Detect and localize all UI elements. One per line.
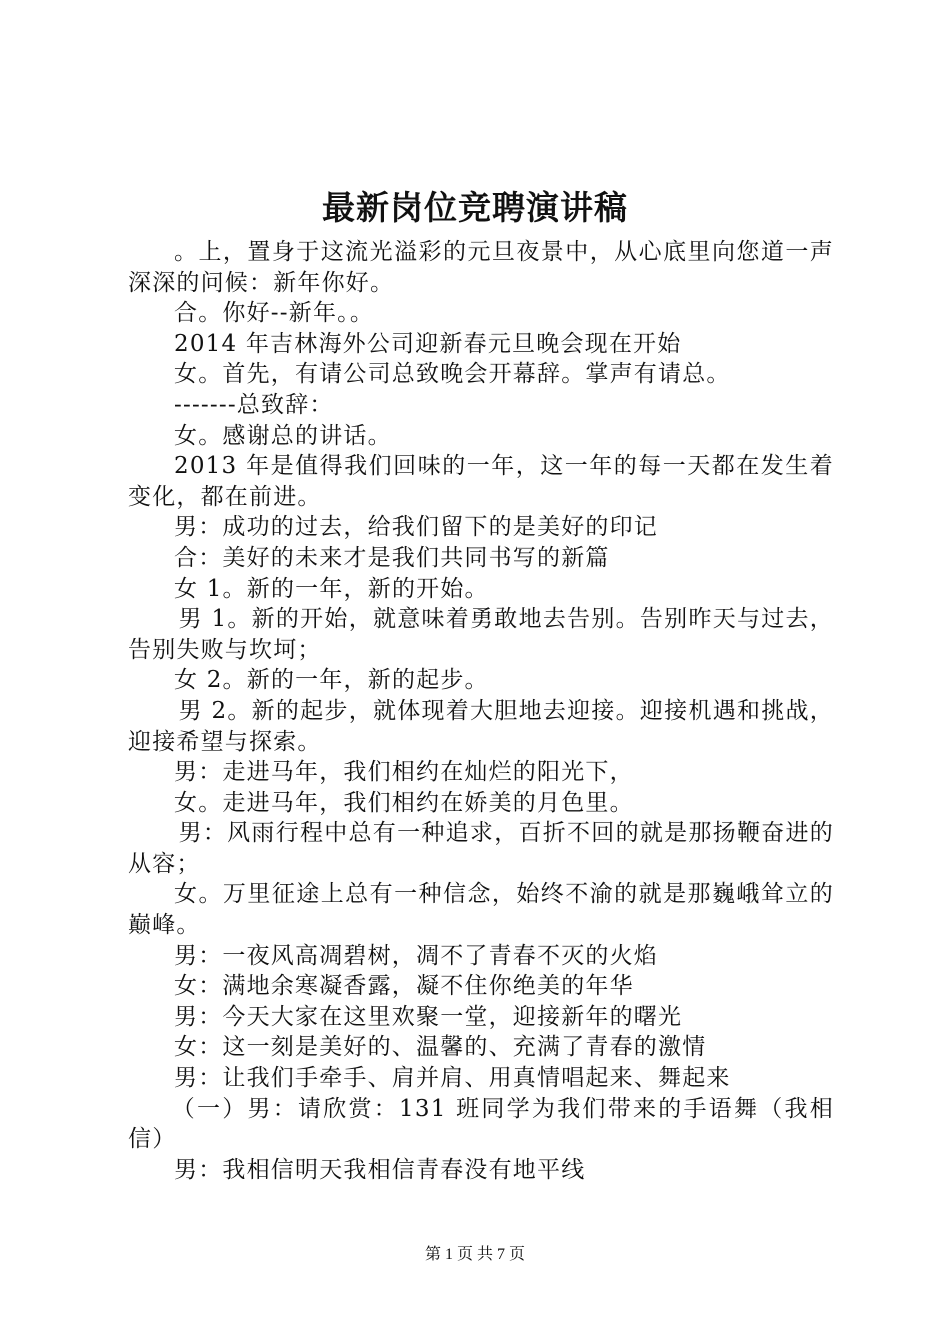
paragraph: 合：美好的未来才是我们共同书写的新篇 [174,544,610,571]
document-body [128,237,834,1185]
paragraph: 女。感谢总的讲话。 [174,422,392,449]
document-title: 最新岗位竞聘演讲稿 [322,188,628,227]
paragraph: 2013 年是值得我们回味的一年，这一年的每一天都在发生着变化，都在前进。 [128,453,834,510]
paragraph: 女：这一刻是美好的、温馨的、充满了青春的激情 [174,1034,707,1061]
paragraph: 男 1。新的开始，就意味着勇敢地去告别。告别昨天与过去，告别失败与坎坷； [128,606,834,663]
paragraph: 男：走进马年，我们相约在灿烂的阳光下， [174,759,634,786]
paragraph: 男：我相信明天我相信青春没有地平线 [174,1156,586,1183]
paragraph: （一）男：请欣赏：131 班同学为我们带来的手语舞（我相信） [128,1095,834,1153]
paragraph: 男：一夜风高凋碧树，凋不了青春不灭的火焰 [174,942,658,969]
paragraph: 女。走进马年，我们相约在娇美的月色里。 [174,789,634,816]
paragraph: 女 2。新的一年，新的起步。 [174,667,489,694]
paragraph: 女。首先，有请公司总致晚会开幕辞。掌声有请总。 [174,361,731,388]
paragraph: 男：成功的过去，给我们留下的是美好的印记 [174,514,658,541]
paragraph: 合。你好--新年。。 [174,300,375,327]
paragraph: 女：满地余寒凝香露，凝不住你绝美的年华 [174,973,634,1000]
paragraph: 男：今天大家在这里欢聚一堂，迎接新年的曙光 [174,1003,683,1030]
paragraph: 女。万里征途上总有一种信念，始终不渝的就是那巍峨耸立的巅峰。 [128,881,834,939]
paragraph: 2014 年吉林海外公司迎新春元旦晚会现在开始 [174,330,682,357]
paragraph: 男 2。新的起步，就体现着大胆地去迎接。迎接机遇和挑战，迎接希望与探索。 [128,697,834,755]
paragraph: 男：让我们手牵手、肩并肩、用真情唱起来、舞起来 [174,1065,731,1092]
paragraph: 女 1。新的一年，新的开始。 [174,575,489,602]
paragraph: 男：风雨行程中总有一种追求，百折不回的就是那扬鞭奋进的从容； [128,820,834,877]
paragraph: 。上，置身于这流光溢彩的元旦夜景中，从心底里向您道一声深深的问候：新年你好。 [128,239,834,296]
paragraph: -------总致辞： [174,391,334,418]
page-footer: 第 1 页 共 7 页 [424,1246,525,1263]
